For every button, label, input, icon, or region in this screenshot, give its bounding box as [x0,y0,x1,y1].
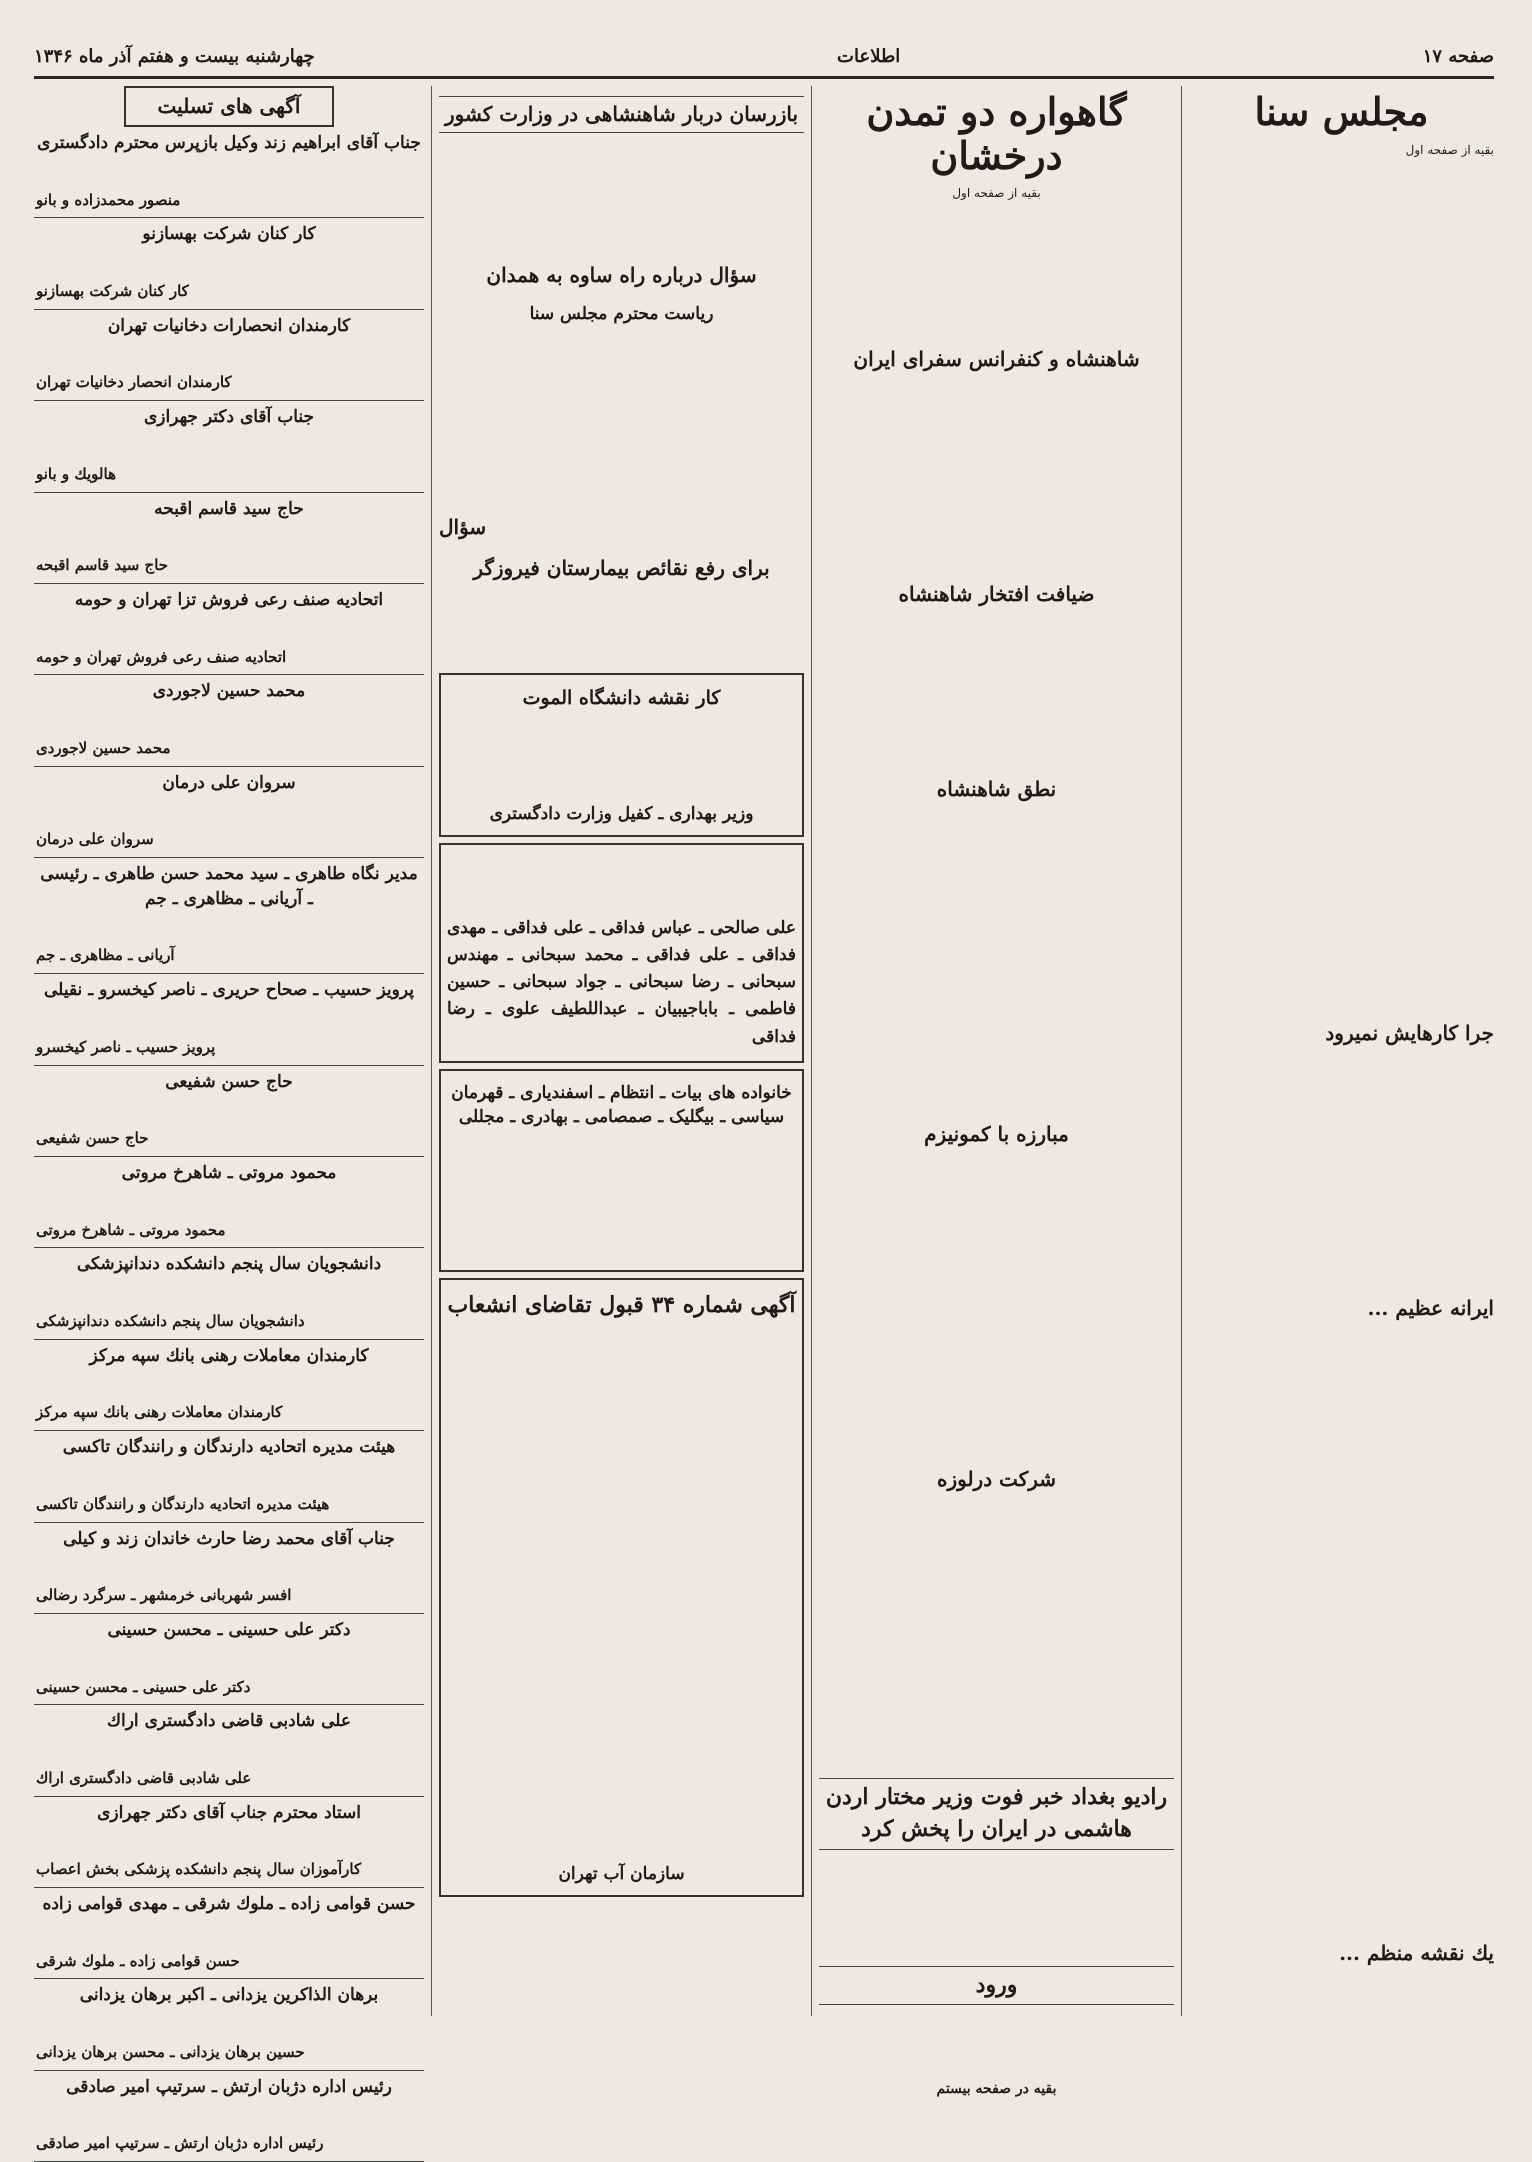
notice-1-body [447,718,796,798]
condolence-notice [34,127,424,218]
senate-section-1: جرا کارهایش نمیرود [1325,1021,1494,1046]
notice-3-body [447,1136,796,1266]
condolence-notice-title: مدیر نگاه طاهری ـ سید محمد حسن طاهری ـ رئیسی ـ آریانی ـ مظاهری ـ جم [40,864,418,909]
cradle-section-7: ورود [819,1966,1174,2006]
condolence-notice-body [36,1825,422,1859]
condolence-notice [34,1888,424,1979]
senate-text-block [1189,177,1494,1007]
inspectors-section-1: سؤال درباره راه ساوه به همدان [486,263,757,287]
condolence-notice-title: حسن قوامی زاده ـ ملوك شرقی ـ مهدی قوامی زاده [42,1894,416,1915]
condolence-notice-body [36,1460,422,1494]
condolence-notice-body [36,1734,422,1768]
condolence-notice-title: دکتر علی حسینی ـ محسن حسینی [107,1619,351,1640]
condolence-notice-body [36,2008,422,2042]
senate-section-3: یك نقشه منظم ... [1339,1941,1494,1966]
inspectors-section-4: برای رفع نقائص بیمارستان فیروزگر [473,555,770,580]
condolence-notice-title: محمود مروتی ـ شاهرخ مروتی [121,1162,337,1183]
condolence-notice-signature: هالویك و بانو [36,464,116,483]
inspectors-text-block-3 [439,587,804,667]
condolence-notice [34,767,424,858]
condolence-notice-title: حاج سید قاسم اقبحه [154,498,304,519]
inspectors-section-3: سؤال [439,514,487,539]
condolence-notice-title: جناب آقای دکتر جهرازی [143,407,315,428]
condolence-notice-body [36,247,422,281]
condolence-notice [34,1340,424,1431]
condolence-notice [34,1797,424,1888]
paper-name: اطلاعات [837,45,901,67]
condolence-notice-signature: افسر شهربانی خرمشهر ـ سرگرد رضالی [36,1586,292,1605]
cradle-text-block-3 [819,613,1174,763]
condolence-notice-body [36,795,422,829]
condolence-notice-title: هیئت مدیره اتحادیه دارندگان و رانندگان تاکسی [62,1437,396,1458]
condolence-notice [34,1705,424,1796]
column-rule [811,86,812,2016]
condolence-notice-body [36,521,422,555]
condolence-notice [34,1431,424,1522]
column-condolences [34,86,424,2153]
cradle-section-5: شرکت درلوزه [936,1466,1057,1491]
ad-body [447,1328,796,1858]
condolence-notice [34,1614,424,1705]
inspectors-section-2: ریاست محترم مجلس سنا [529,304,714,324]
condolence-notice [34,2071,424,2162]
cradle-section-3: نطق شاهنشاه [936,776,1057,801]
inspectors-text-block [439,139,804,249]
condolence-notice [34,310,424,401]
notice-box-2 [439,843,804,1063]
cradle-text-block-4 [819,808,1174,1108]
condolence-notice-signature: هیئت مدیره اتحادیه دارندگان و رانندگان تاکسی [36,1494,330,1513]
cradle-text-block-5 [819,1153,1174,1453]
condolence-notice-signature: سروان علی درمان [36,830,154,849]
condolence-notice [34,218,424,309]
condolence-notice-signature: حاج حسن شفیعی [36,1129,149,1148]
condolence-notice-signature: کار کنان شرکت بهسازنو [36,282,189,301]
condolence-notice-body [36,1368,422,1402]
condolence-notice [34,1066,424,1157]
condolence-notice-title: حاج حسن شفیعی [165,1071,293,1092]
condolence-notice-signature: دکتر علی حسینی ـ محسن حسینی [36,1677,251,1696]
condolence-notice-body [36,704,422,738]
senate-body-1 [1189,159,1494,177]
condolence-notice [34,493,424,584]
condolence-notice-body [36,1917,422,1951]
condolence-notice-title: جناب آقای محمد رضا حارث خاندان زند و کیلی [63,1528,395,1549]
inspectors-text-block-2 [439,331,804,501]
senate-text-block-2 [1189,1052,1494,1282]
condolence-notice-title: پرویز حسیب ـ صحاح حریری ـ ناصر کیخسرو ـ نقیلی [44,980,414,1001]
senate-subtitle: بقیه از صفحه اول [1405,142,1494,157]
condolence-notice-signature: رئیس اداره دژبان ارتش ـ سرتیپ امیر صادقی [36,2134,324,2153]
senate-section-2: ایرانه عظیم ... [1367,1296,1494,1321]
condolence-list [34,127,424,2162]
condolence-notice-signature: دانشجویان سال پنجم دانشکده دندانپزشکی [36,1311,305,1330]
condolence-notice-title: علی شادبی قاضی دادگستری اراك [106,1711,352,1732]
condolence-notice-body [36,2099,422,2133]
condolence-notice-signature: کارآموزان سال پنجم دانشکده پزشکی بخش اعصاب [36,1860,362,1879]
condolence-notice-title: کارمندان انحصارات دخانیات تهران [107,315,351,336]
condolence-notice-body [36,1277,422,1311]
condolence-notice-body [36,430,422,464]
condolence-notice-title: استاد محترم جناب آقای دکتر جهرازی [97,1802,361,1823]
condolence-notice [34,1979,424,2070]
condolence-notice-signature: محمد حسین لاجوردی [36,738,171,757]
condolence-notice-signature: علی شادبی قاضی دادگستری اراك [36,1768,252,1787]
condolence-notice [34,1523,424,1614]
condolence-notice-signature: کارمندان انحصار دخانیات تهران [36,373,232,392]
condolence-notice [34,675,424,766]
condolence-notice-title: دانشجویان سال پنجم دانشکده دندانپزشکی [76,1254,382,1275]
notice-2-title: وزیر بهداری ـ کفیل وزارت دادگستری [489,804,754,825]
condolence-notice-signature: اتحادیه صنف رعی فروش تهران و حومه [36,647,287,666]
condolence-notice-signature: منصور محمدزاده و بانو [36,190,181,209]
condolence-notice-body [36,1003,422,1037]
condolence-notice-body [36,613,422,647]
senate-text-block-3 [1189,1327,1494,1927]
ad-title: آگهی شماره ۳۴ قبول تقاضای انشعاب [447,1292,796,1319]
condolence-notice-body [36,1643,422,1677]
newspaper-page [34,36,1494,2153]
condolence-notice-signature: کارمندان معاملات رهنی بانك سپه مرکز [36,1403,283,1422]
cradle-text-block-6 [819,1498,1174,1768]
condolence-notice-body [36,1551,422,1585]
condolence-notice-title: جناب آقای ابراهیم زند وکیل بازپرس محترم دادگستری [37,133,421,153]
column-cradle [819,86,1174,2098]
page-number: صفحه ۱۷ [1422,45,1494,67]
condolence-notice-title: کار کنان شرکت بهسازنو [142,224,316,245]
condolence-notice-title: اتحادیه صنف رعی فروش تزا تهران و حومه [74,589,384,610]
issue-date: چهارشنبه بیست و هفتم آذر ماه ۱۳۴۶ [34,45,315,67]
condolence-notice [34,1157,424,1248]
notice-2-body [447,849,796,909]
condolence-notice-body [36,338,422,372]
cradle-section-1: شاهنشاه و کنفرانس سفرای ایران [853,346,1140,371]
inspectors-headline: بازرسان دربار شاهنشاهی در وزارت کشور [439,96,804,133]
column-inspectors [439,86,804,2016]
masthead [34,36,1494,79]
cradle-section-4: مبارزه با کمونیزم [924,1121,1069,1146]
condolence-notice-signature: پرویز حسیب ـ ناصر کیخسرو [36,1037,216,1056]
ad-signature: سازمان آب تهران [558,1863,685,1884]
condolence-notice-signature: حسن قوامی زاده ـ ملوك شرقی [36,1951,240,1970]
senate-headline: مجلس سنا [1254,89,1429,134]
condolence-notice [34,401,424,492]
cradle-text-block-8 [819,2011,1174,2071]
condolence-notice-body [36,156,422,190]
condolence-notice [34,1248,424,1339]
condolence-notice-signature: محمود مروتی ـ شاهرخ مروتی [36,1220,226,1239]
condolence-notice-title: رئیس اداره دژبان ارتش ـ سرتیپ امیر صادقی [66,2076,392,2097]
cradle-text-block [819,203,1174,333]
ad-box [439,1278,804,1897]
cradle-text-block-7 [819,1856,1174,1956]
condolence-notice [34,974,424,1065]
notice-box-1 [439,673,804,837]
condolence-notice-title: سروان علی درمان [162,772,296,793]
condolence-notice-signature: آریانی ـ مظاهری ـ جم [36,946,175,965]
cradle-section-2: ضیافت افتخار شاهنشاه [898,581,1095,606]
condolence-notice-title: کارمندان معاملات رهنی بانك سپه مرکز [89,1345,369,1366]
condolence-notice-body [36,911,422,945]
condolence-notice-body [36,1094,422,1128]
column-senate [1189,86,1494,2016]
condolence-notice-title: برهان الذاکرین یزدانی ـ اکبر برهان یزدانی [79,1985,379,2006]
condolence-notice [34,858,424,974]
condolence-notice-title: محمد حسین لاجوردی [152,681,306,702]
cradle-subtitle: بقیه از صفحه اول [952,186,1041,201]
notice-box-3 [439,1069,804,1272]
cradle-continued: بقیه در صفحه بیستم [936,2081,1057,2098]
condolence-notice [34,584,424,675]
cradle-section-6: رادیو بغداد خبر فوت وزیر مختار اردن هاشمی در ایران را پخش کرد [819,1778,1174,1850]
condolence-notice-signature: حسین برهان یزدانی ـ محسن برهان یزدانی [36,2043,305,2062]
cradle-text-block-2 [819,378,1174,568]
cradle-headline: گاهواره دو تمدن درخشان [866,89,1127,178]
condolence-notice-signature: حاج سید قاسم اقبحه [36,556,169,575]
names-list: علی صالحی ـ عباس فداقی ـ علی فداقی ـ مهدی فداقی ـ علی فداقی ـ محمد سبحانی ـ مهندس سبحانی ـ رضا سبحانی ـ جواد سبحانی ـ حسین فاطمی ـ باباجیبیان ـ عبداللطیف علوی ـ رضا فداقی [447,917,796,1047]
column-rule [1181,86,1182,2016]
column-rule [431,86,432,2016]
condolences-title: آگهی های تسلیت [124,86,334,127]
notice-1-title: کار نقشه دانشگاه الموت [522,686,721,709]
notice-3-title: خانواده های بیات ـ انتظام ـ اسفندیاری ـ قهرمان سیاسی ـ بیگلیک ـ صمصامی ـ بهادری ـ مجللی [451,1082,792,1128]
condolence-notice-body [36,1186,422,1220]
